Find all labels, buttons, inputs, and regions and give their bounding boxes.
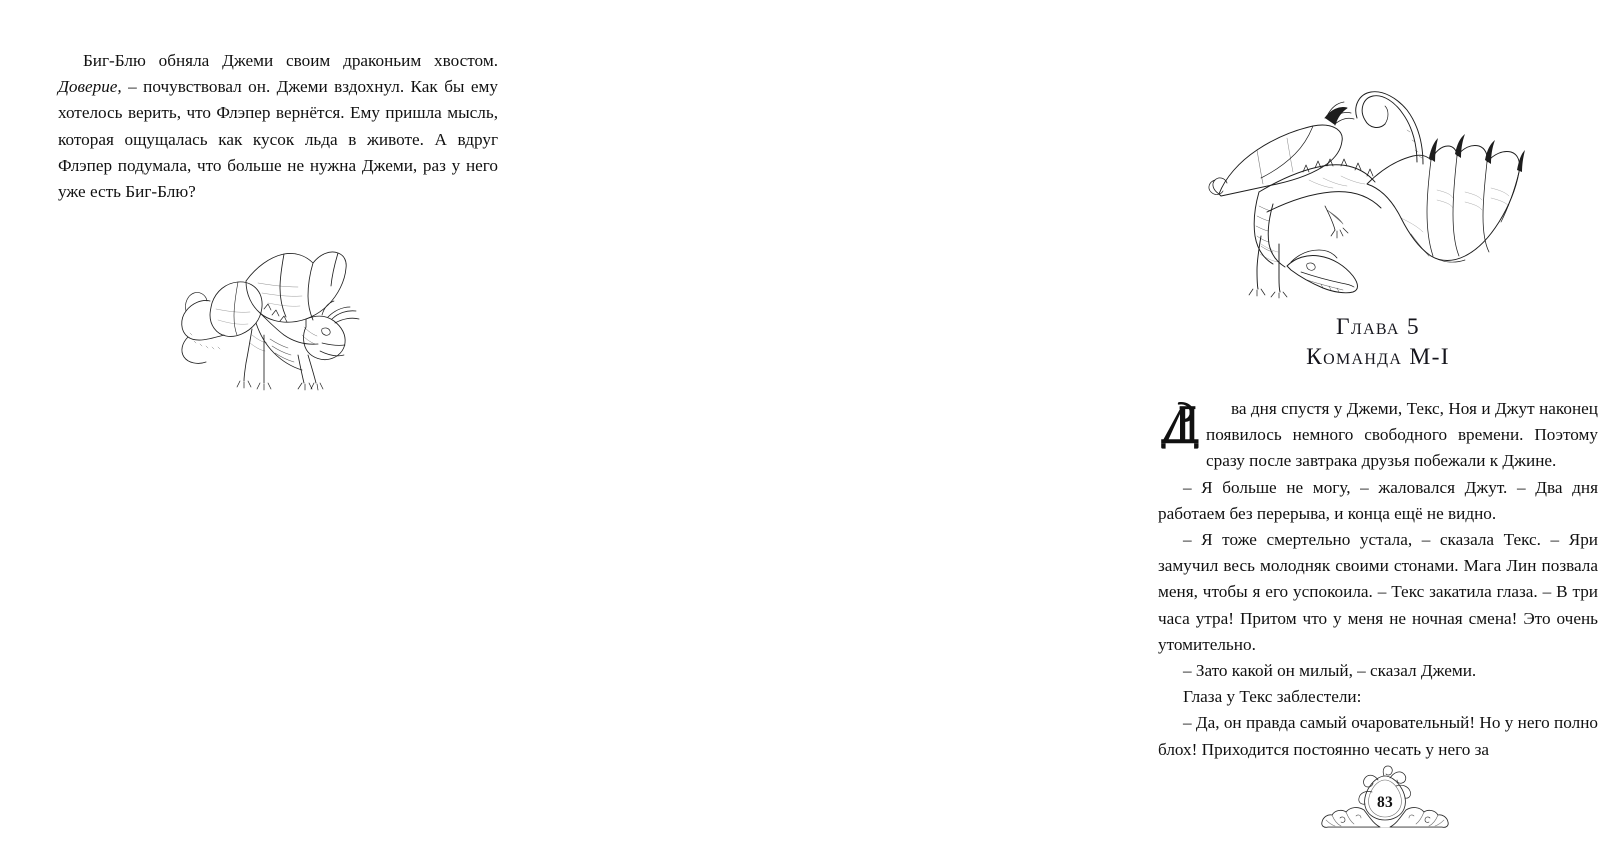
paragraph-italic-word: Доверие, xyxy=(58,77,122,97)
body-paragraph-2: – Я больше не могу, – жаловался Джут. – Два дня работаем без перерыва, и конца ещё не видно. xyxy=(1158,477,1598,523)
paragraph-rest-text: – почувствовал он. Джеми вздохнул. Как бы ему хотелось верить, что Флэпер вернётся. Ему пришла мысль, которая ощущалась как кусок льда в животе. А вдруг Флэпер подумала, что больше не нужна Джеми, раз у него уже есть Биг-Блю? xyxy=(58,77,498,202)
body-paragraph-6: – Да, он правда самый очаровательный! Но у него полно блох! Приходится постоянно чесать у него за xyxy=(1158,713,1598,759)
body-paragraph-1 xyxy=(1158,396,1598,475)
chapter-heading xyxy=(1158,312,1598,373)
right-page-body xyxy=(1158,396,1598,763)
left-page xyxy=(0,0,550,845)
body-paragraph-5: Глаза у Текс заблестели: xyxy=(1182,687,1362,707)
right-page xyxy=(550,0,1598,845)
drop-cap-letter-d xyxy=(1158,398,1204,450)
chapter-number: Глава 5 xyxy=(1336,314,1420,340)
left-page-paragraph xyxy=(58,48,498,205)
body-paragraph-4: – Зато какой он милый, – сказал Джеми. xyxy=(1182,661,1477,681)
body-paragraph-3: – Я тоже смертельно устала, – сказала Текс. – Яри замучил весь молодняк своими стонами. Мага Лин позвала меня, чтобы я его успокоила. – Текс закатила глаза. – В три часа утра! Притом что у меня не ночная смена! Это очень утомительно. xyxy=(1158,530,1598,654)
crouching-dragon-illustration xyxy=(172,243,372,393)
page-number: 83 xyxy=(1376,794,1394,811)
body-paragraph-1-text: ва дня спустя у Джеми, Текс, Ноя и Джут наконец появилось немного свободного времени. Поэтому сразу после завтрака друзья побежали к Джине. xyxy=(1206,399,1598,471)
page-number-ornament xyxy=(1320,766,1450,832)
winged-dragon-illustration xyxy=(1191,84,1543,296)
paragraph-lead-text: Биг-Блю обняла Джеми своим драконьим хвостом. xyxy=(82,51,498,70)
chapter-title: Команда М-I xyxy=(1306,344,1450,370)
